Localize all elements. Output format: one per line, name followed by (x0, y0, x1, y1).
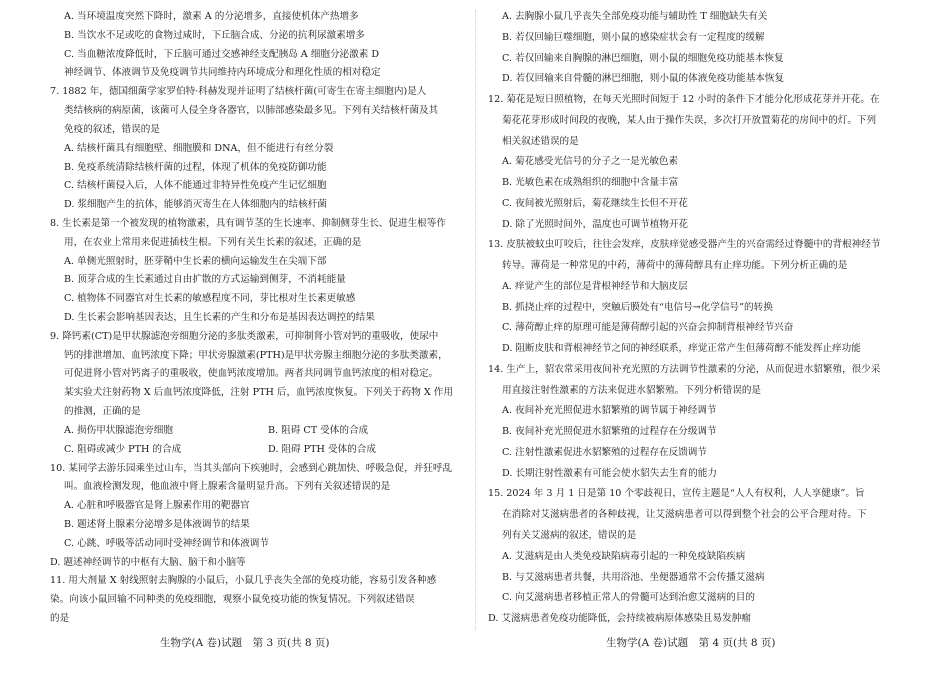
question-9-option-b: B. 阻碍 CT 受体的合成 (268, 424, 369, 436)
question-10-stem: 10. 某同学去游乐园乘坐过山车，当其头部向下疾驰时，会感到心跳加快、呼吸急促，并狂呼乱 (50, 462, 453, 474)
question-9-option-a: A. 损伤甲状腺滤泡旁细胞 (64, 424, 173, 436)
question-9-stem: 某实验犬注射药物 X 后血钙浓度降低，注射 PTH 后，血钙浓度恢复。下列关于药物 X 作用 (64, 387, 453, 399)
question-15-option-a: A. 艾滋病是由人类免疫缺陷病毒引起的一种免疫缺陷疾病 (502, 550, 746, 562)
question-9-stem: 9. 降钙素(CT)是甲状腺滤泡旁细胞分泌的多肽类激素，可抑制肾小管对钙的重吸收，使尿中 (50, 330, 439, 342)
right-page-column (488, 0, 898, 673)
question-14-stem: 14. 生产上，貂农常采用夜间补充光照的方法调节性激素的分泌，从而促进水貂繁殖，很少采 (488, 363, 881, 375)
question-8-stem: 8. 生长素是第一个被发现的植物激素，具有调节茎的生长速率、抑制侧芽生长、促进生根等作 (50, 217, 446, 229)
left-page-column (50, 0, 475, 673)
question-7-stem: 免疫的叙述，错误的是 (64, 123, 160, 135)
question-12-stem: 菊花花芽形成时间段的夜晚，某人由于操作失误，多次打开放置菊花的房间中的灯。下列 (502, 114, 877, 126)
question-15-stem: 15. 2024 年 3 月 1 日是第 10 个零歧视日，宣传主题是“人人有权利，人人享健康”。旨 (488, 488, 865, 500)
question-12-option-b: B. 光敏色素在成熟组织的细胞中含量丰富 (502, 177, 679, 189)
question-15-stem: 列有关艾滋病的叙述，错误的是 (502, 530, 637, 541)
option-c: C. 当血糖浓度降低时，下丘脑可通过交感神经支配胰岛 A 细胞分泌激素 D (64, 48, 380, 60)
question-12-stem: 12. 菊花是短日照植物，在每天光照时间短于 12 小时的条件下才能分化形成花芽并开花。在 (488, 94, 880, 105)
question-11-option-b: B. 若仅回输巨噬细胞，则小鼠的感染症状会有一定程度的缓解 (502, 31, 765, 43)
question-7-stem: 类结核病的病原菌，该菌可人侵全身各器官，以肺部感染最多见。下列有关结核杆菌及其 (64, 105, 439, 117)
question-11-option-a: A. 去胸腺小鼠几乎丧失全部免疫功能与辅助性 T 细胞缺失有关 (502, 11, 768, 22)
question-12-option-a: A. 菊花感受光信号的分子之一是光敏色素 (502, 156, 679, 168)
question-7-option-c: C. 结核杆菌侵入后，人体不能通过非特异性免疫产生记忆细胞 (64, 180, 327, 192)
question-8-option-a: A. 单侧光照射时，胚芽鞘中生长素的横向运输发生在尖端下部 (64, 255, 327, 267)
question-14-option-d: D. 长期注射性激素有可能会使水貂失去生育的能力 (502, 467, 717, 479)
question-15-option-d: D. 艾滋病患者免疫功能降低，会持续被病原体感染且易发肿瘤 (488, 613, 751, 624)
question-8-option-b: B. 顶芽合成的生长素通过自由扩散的方式运输到侧芽，不消耗能量 (64, 274, 346, 286)
question-7-option-d: D. 浆细胞产生的抗体，能够消灭寄生在人体细胞内的结核杆菌 (64, 199, 327, 211)
question-10-stem: 叫。血液检测发现，他血液中肾上腺素含量明显升高。下列有关叙述错误的是 (64, 481, 391, 493)
question-7-stem: 7. 1882 年，德国细菌学家罗伯特·科赫发现并证明了结核杆菌(可寄生在寄主细胞内)是人 (50, 86, 427, 98)
question-11-stem: 11. 用大剂量 X 射线照射去胸腺的小鼠后，小鼠几乎丧失全部的免疫功能，容易引发各种感 (50, 575, 437, 587)
question-13-option-d: D. 阻断皮肤和背根神经节之间的神经联系，痒觉正常产生但薄荷醇不能发挥止痒功能 (502, 343, 861, 355)
question-15-option-b: B. 与艾滋病患者共餐，共用浴池、坐便器通常不会传播艾滋病 (502, 571, 765, 583)
question-10-option-c: C. 心跳、呼吸等活动同时受神经调节和体液调节 (64, 537, 269, 549)
question-8-option-d: D. 生长素会影响基因表达，且生长素的产生和分布是基因表达调控的结果 (64, 312, 375, 323)
option-a: A. 当环境温度突然下降时，激素 A 的分泌增多，直接使机体产热增多 (64, 11, 359, 22)
page-footer: 生物学(A 卷)试题 第 3 页(共 8 页) (160, 637, 330, 649)
question-11-option-c: C. 若仅回输来自胸腺的淋巴细胞，则小鼠的细胞免疫功能基本恢复 (502, 52, 784, 64)
question-10-option-d: D. 题述神经调节的中枢有大脑、脑干和小脑等 (50, 556, 246, 568)
question-9-option-d: D. 阻碍 PTH 受体的合成 (268, 443, 376, 455)
question-11-stem: 染。向该小鼠回输不同种类的免疫细胞，观察小鼠免疫功能的恢复情况。下列叙述错误 (50, 594, 415, 606)
question-12-stem: 相关叙述错误的是 (502, 135, 579, 147)
question-13-option-c: C. 薄荷醇止痒的原理可能是薄荷醇引起的兴奋会抑制背根神经节兴奋 (502, 322, 794, 334)
question-11-option-d: D. 若仅回输来自骨髓的淋巴细胞，则小鼠的体液免疫功能基本恢复 (502, 73, 785, 85)
question-8-stem: 用，在农业上常用来促进插枝生根。下列有关生长素的叙述，正确的是 (64, 236, 362, 248)
question-13-option-b: B. 抓挠止痒的过程中，突触后膜处有“电信号→化学信号”的转换 (502, 301, 773, 313)
question-13-option-a: A. 痒觉产生的部位是背根神经节和大脑皮层 (502, 280, 688, 292)
question-9-options-row-1 (50, 424, 475, 437)
question-9-options-row-2 (50, 443, 475, 456)
question-10-option-a: A. 心脏和呼吸器官是肾上腺素作用的靶器官 (64, 500, 250, 512)
question-7-option-b: B. 免疫系统清除结核杆菌的过程，体现了机体的免疫防御功能 (64, 161, 327, 173)
question-9-option-c: C. 阻碍或减少 PTH 的合成 (64, 443, 182, 455)
option-d: 神经调节、体液调节及免疫调节共同维持内环境成分和理化性质的相对稳定 (64, 67, 381, 79)
question-14-option-a: A. 夜间补充光照促进水貂繁殖的调节属于神经调节 (502, 405, 717, 417)
question-7-option-a: A. 结核杆菌具有细胞壁、细胞膜和 DNA，但不能进行有丝分裂 (64, 142, 334, 154)
question-12-option-d: D. 除了光照时间外，温度也可调节植物开花 (502, 218, 689, 230)
question-9-stem: 的推测，正确的是 (64, 406, 141, 418)
question-10-option-b: B. 题述肾上腺素分泌增多是体液调节的结果 (64, 518, 250, 530)
question-8-option-c: C. 植物体不同器官对生长素的敏感程度不同，芽比根对生长素更敏感 (64, 293, 356, 305)
question-14-option-b: B. 夜间补充光照促进水貂繁殖的过程存在分级调节 (502, 426, 717, 438)
question-15-option-c: C. 向艾滋病患者移植正常人的骨髓可达到治愈艾滋病的目的 (502, 592, 755, 604)
question-13-stem: 转导。薄荷是一种常见的中药，薄荷中的薄荷醇具有止痒功能。下列分析正确的是 (502, 260, 848, 272)
question-14-option-c: C. 注射性激素促进水貂繁殖的过程存在反馈调节 (502, 446, 707, 458)
question-15-stem: 在消除对艾滋病患者的各种歧视，让艾滋病患者可以得到整个社会的公平合理对待。下 (502, 509, 867, 521)
question-9-stem: 可促进肾小管对钙离子的重吸收，使血钙浓度增加。两者共同调节血钙浓度的相对稳定。 (64, 368, 439, 380)
question-9-stem: 钙的排泄增加、血钙浓度下降；甲状旁腺激素(PTH)是甲状旁腺主细胞分泌的多肽类激素， (64, 349, 448, 361)
question-13-stem: 13. 皮肤被蚊虫叮咬后，往往会发痒，皮肤痒觉感受器产生的兴奋需经过脊髓中的背根神经节 (488, 239, 881, 251)
question-11-stem: 的是 (50, 613, 70, 624)
page-divider (475, 10, 476, 630)
question-12-option-c: C. 夜间被光照射后，菊花继续生长但不开花 (502, 197, 688, 209)
page-footer: 生物学(A 卷)试题 第 4 页(共 8 页) (606, 637, 776, 649)
question-14-stem: 用直接注射性激素的方法来促进水貂繁殖。下列分析错误的是 (502, 384, 762, 396)
option-b: B. 当饮水不足或吃的食物过咸时，下丘脑合成、分泌的抗利尿激素增多 (64, 29, 365, 41)
